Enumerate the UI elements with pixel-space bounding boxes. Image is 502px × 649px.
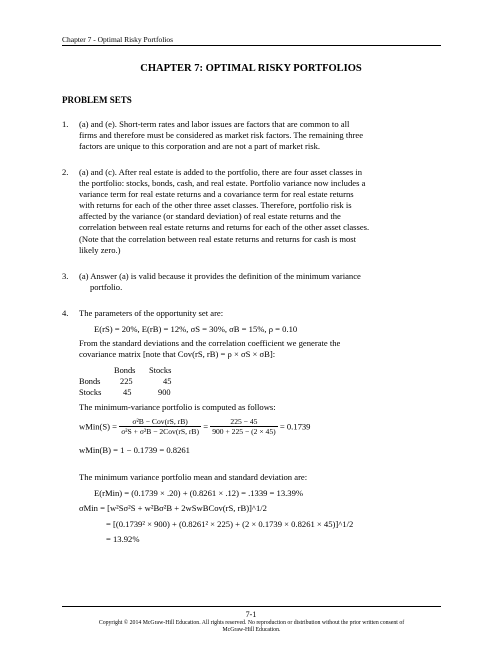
text-line: portfolio. [90, 282, 123, 293]
running-header: Chapter 7 - Optimal Risky Portfolios [62, 35, 174, 44]
problem-1-text [79, 119, 443, 152]
sd-formula-line-1: σMin = [w²Sσ²S + w²Bσ²B + 2wSwBCov(rS, rB)]^1/2 [79, 503, 267, 513]
formula-lhs: wMin(S) = [79, 421, 118, 432]
section-heading: PROBLEM SETS [62, 95, 132, 105]
formula-result: = 0.1739 [279, 421, 311, 432]
opportunity-set-parameters: E(rS) = 20%, E(rB) = 12%, σS = 30%, σB = 15%, ρ = 0.10 [94, 324, 298, 334]
formula-fraction-symbolic [119, 417, 201, 436]
text-line: correlation between real estate returns and returns for each of the other asset classes. [79, 222, 370, 233]
problem-number-2: 2. [62, 167, 69, 177]
min-variance-intro: The minimum-variance portfolio is computed as follows: [79, 402, 276, 412]
table-row-label-stocks: Stocks [79, 388, 102, 397]
text-line: variance term for real estate returns and a covariance term for real estate returns [79, 189, 354, 200]
problem-number-4: 4. [62, 308, 69, 318]
problem-number-3: 3. [62, 271, 69, 281]
fraction-denominator: σ²S + σ²B − 2Cov(rS, rB) [121, 427, 200, 436]
text-line: with returns for each of the other three asset classes. Therefore, portfolio risk is [79, 200, 352, 211]
chapter-title: CHAPTER 7: OPTIMAL RISKY PORTFOLIOS [140, 63, 362, 74]
fraction-denominator: 900 + 225 − (2 × 45) [212, 427, 276, 436]
footer-rule [62, 606, 441, 607]
text-line: (a) and (c). After real estate is added to the portfolio, there are four asset classes in [79, 167, 362, 177]
text-line: (Note that the correlation between real estate returns and returns for cash is most [79, 233, 357, 244]
text-line: firms and therefore must be considered as market risk factors. The remaining three [79, 130, 364, 141]
copyright-line: Copyright © 2014 McGraw-Hill Education. All rights reserved. No reproduction or distribution without the prior written consent of [98, 620, 405, 626]
formula-fraction-numeric [210, 417, 277, 436]
table-header-stocks: Stocks [149, 366, 172, 375]
text-line: (a) and (e). Short-term rates and labor issues are factors that are common to all [79, 119, 350, 129]
fraction-numerator: 225 − 45 [210, 417, 277, 427]
table-cell: 45 [163, 377, 172, 386]
page-number: 7-1 [245, 610, 257, 619]
text-line: (a) Answer (a) is valid because it provides the definition of the minimum variance [79, 271, 361, 281]
covariance-intro-line-1: From the standard deviations and the correlation coefficient we generate the [79, 338, 341, 348]
table-cell: 45 [123, 388, 132, 397]
expected-return-formula: E(rMin) = (0.1739 × .20) + (0.8261 × .12) = .1339 = 13.39% [94, 488, 304, 498]
table-cell: 900 [158, 388, 171, 397]
sd-formula-result: = 13.92% [106, 534, 140, 544]
stock-weight-formula: wMin(S) = $\frac{\text{σ²B − Cov(rS, rB)}}{\text{σ²S + σ²B − 2Cov(rS, rB)}}$ = $\frac{225 - 45}{900 + 225 - (2 \times 45)}$ = 0.1739 [79, 417, 311, 436]
fraction-numerator: σ²B − Cov(rS, rB) [119, 417, 201, 427]
bond-weight-formula: wMin(B) = 1 − 0.1739 = 0.8261 [79, 445, 190, 455]
table-row-label-bonds: Bonds [79, 377, 101, 386]
text-line: affected by the variance (or standard deviation) of real estate returns and the [79, 211, 341, 222]
mean-sd-intro: The minimum variance portfolio mean and standard deviation are: [79, 472, 308, 482]
problem-number-1: 1. [62, 119, 69, 129]
header-rule [62, 45, 441, 46]
covariance-intro-line-2: covariance matrix [note that Cov(rS, rB) = ρ × σS × σB]: [79, 349, 276, 359]
problem-3-text [79, 271, 443, 293]
problem-2-text [79, 167, 443, 256]
text-line: the portfolio: stocks, bonds, cash, and real estate. Portfolio variance now includes a [79, 178, 366, 189]
text-line: likely zero.) [79, 244, 121, 255]
table-cell: 225 [120, 377, 133, 386]
table-header-bonds: Bonds [114, 366, 136, 375]
sd-formula-line-2: = [(0.1739² × 900) + (0.8261² × 225) + (2 × 0.1739 × 0.8261 × 45)]^1/2 [106, 519, 354, 529]
copyright-line: McGraw-Hill Education. [222, 627, 281, 633]
problem-4-intro: The parameters of the opportunity set are: [79, 308, 224, 318]
copyright-notice [62, 620, 441, 634]
text-line: factors are unique to this corporation and are not a part of market risk. [79, 141, 321, 152]
